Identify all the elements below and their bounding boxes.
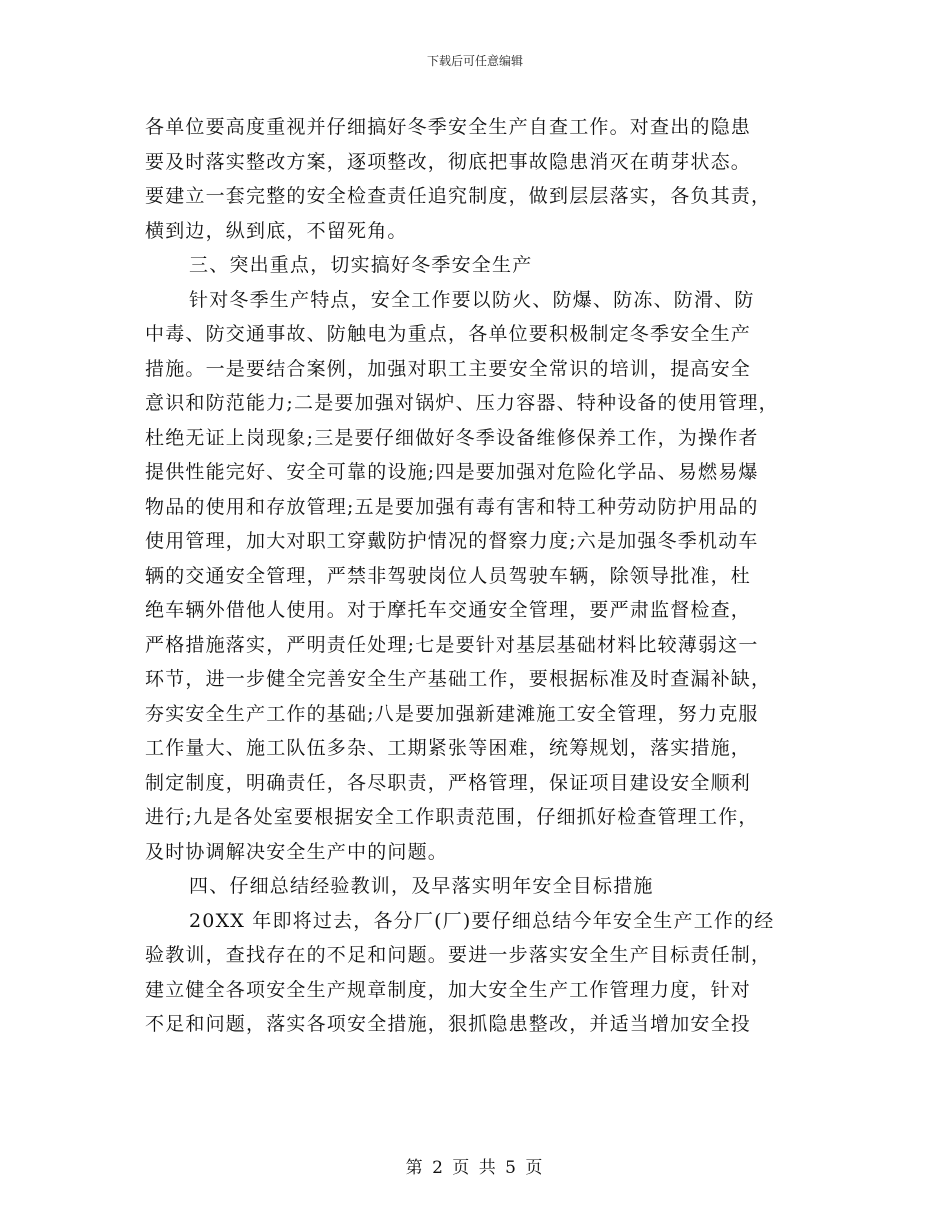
text-line: 进行;九是各处室要根据安全工作职责范围，仔细抓好检查管理工作， [145,806,759,828]
text-line: 要及时落实整改方案，逐项整改，彻底把事故隐患消灭在萌芽状态。 [145,150,752,173]
text-line: 意识和防范能力;二是要加强对锅炉、压力容器、特种设备的使用管理， [145,392,779,414]
text-line: 及时协调解决安全生产中的问题。 [145,840,449,863]
section-heading: 三、突出重点，切实搞好冬季安全生产 [189,254,533,276]
document-body [145,110,815,1042]
text-line: 物品的使用和存放管理;五是要加强有毒有害和特工种劳动防护用品的 [145,495,759,518]
text-line: 中毒、防交通事故、防触电为重点，各单位要积极制定冬季安全生产 [145,323,752,345]
text-line: 杜绝无证上岗现象;三是要仔细做好冬季设备维修保养工作，为操作者 [145,426,759,449]
text-line: 针对冬季生产特点，安全工作要以防火、防爆、防冻、防滑、防 [189,288,755,311]
text-line: 20XX 年即将过去，各分厂(厂)要仔细总结今年安全生产工作的经 [189,909,775,932]
section-heading: 四、仔细总结经验教训，及早落实明年安全目标措施 [189,875,654,897]
text-line: 各单位要高度重视并仔细搞好冬季安全生产自查工作。对查出的隐患 [145,116,752,138]
text-line: 不足和问题，落实各项安全措施，狠抓隐患整改，并适当增加安全投 [145,1013,752,1035]
text-line: 制定制度，明确责任，各尽职责，严格管理，保证项目建设安全顺利 [145,771,752,794]
text-line: 横到边，纵到底，不留死角。 [145,219,408,242]
text-line: 工作量大、施工队伍多杂、工期紧张等困难，统筹规划，落实措施， [145,737,752,759]
text-line: 提供性能完好、安全可靠的设施;四是要加强对危险化学品、易燃易爆 [145,461,759,483]
text-line: 绝车辆外借他人使用。对于摩托车交通安全管理，要严肃监督检查， [145,599,752,621]
text-line: 要建立一套完整的安全检查责任追究制度，做到层层落实，各负其责， [145,185,772,207]
text-line: 建立健全各项安全生产规章制度，加大安全生产工作管理力度，针对 [145,978,752,1001]
text-line: 夯实安全生产工作的基础;八是要加强新建滩施工安全管理，努力克服 [145,702,759,725]
text-line: 验教训，查找存在的不足和问题。要进一步落实安全生产目标责任制， [145,944,772,966]
text-line: 措施。一是要结合案例，加强对职工主要安全常识的培训，提高安全 [145,357,752,380]
page-footer: 第 2 页 共 5 页 [405,1158,545,1178]
text-line: 严格措施落实，严明责任处理;七是要针对基层基础材料比较薄弱这一 [145,633,759,656]
text-line: 环节，进一步健全完善安全生产基础工作，要根据标准及时查漏补缺， [145,668,772,690]
page-header: 下载后可任意编辑 [426,54,523,68]
text-line: 辆的交通安全管理，严禁非驾驶岗位人员驾驶车辆，除领导批准，杜 [145,564,752,587]
text-line: 使用管理，加大对职工穿戴防护情况的督察力度;六是加强冬季机动车 [145,530,759,552]
